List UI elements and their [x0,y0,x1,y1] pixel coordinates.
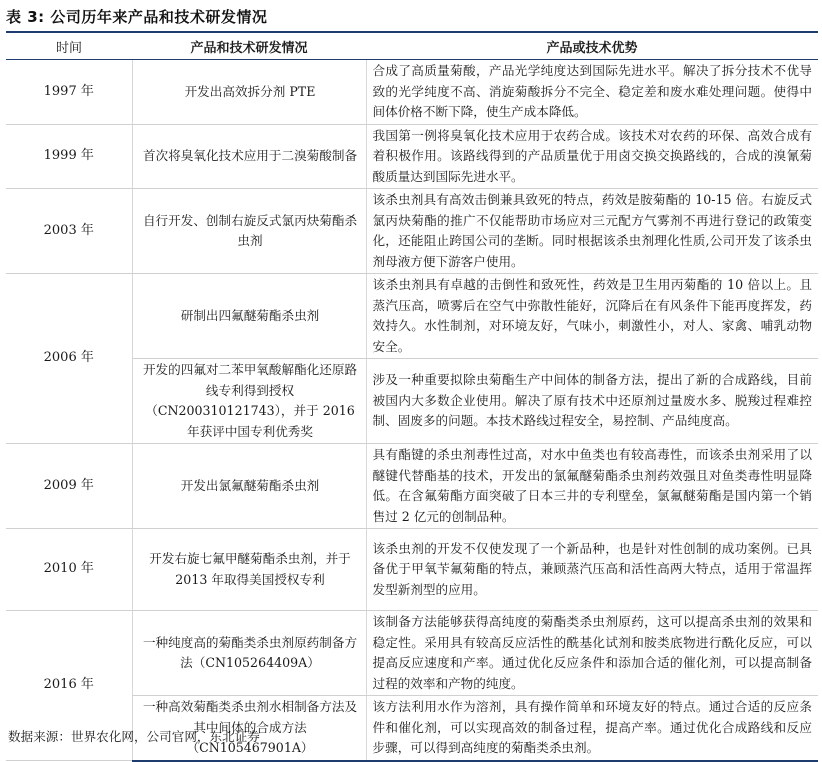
header-year: 时间 [6,33,132,60]
cell-development: 首次将臭氧化技术应用于二溴菊酸制备 [132,124,366,189]
cell-advantage: 具有酯键的杀虫剂毒性过高，对水中鱼类也有较高毒性，而该杀虫剂采用了以醚键代替酯基的技术，开发出的氯氟醚菊酯杀虫剂药效强且对鱼类毒性明显降低。在含氟菊酯方面突破了日本三井的专利壁垒，氯氟醚菊酯是国内第一个销售过 2 亿元的创制品种。 [366,444,818,529]
cell-development: 开发出高效拆分剂 PTE [132,60,366,125]
table-row [6,444,818,529]
cell-year: 2016 年 [6,611,132,761]
table-row [6,124,818,189]
cell-advantage: 合成了高质量菊酸，产品光学纯度达到国际先进水平。解决了拆分技术不优导致的光学纯度不高、消旋菊酸拆分不完全、稳定差和废水难处理问题。使得中间体价格不断下降，使生产成本降低。 [366,60,818,125]
report-page [6,0,818,754]
table-header-row [6,33,818,60]
cell-advantage: 我国第一例将臭氧化技术应用于农药合成。该技术对农药的环保、高效合成有着积极作用。该路线得到的产品质量优于用卤交换交换路线的，合成的溴氰菊酸质量达到国际先进水平。 [366,124,818,189]
table-row [6,274,818,359]
cell-advantage: 该杀虫剂的开发不仅使发现了一个新品种，也是针对性创制的成功案例。已具备优于甲氧苄氟菊酯的特点，兼顾蒸汽压高和活性高两大特点，适用于常温挥发型新剂型的应用。 [366,529,818,611]
rd-history-table [6,33,818,762]
cell-development: 研制出四氟醚菊酯杀虫剂 [132,274,366,359]
cell-year: 2003 年 [6,189,132,274]
header-advantage: 产品或技术优势 [366,33,818,60]
table-row [6,189,818,274]
cell-year: 1999 年 [6,124,132,189]
data-source-note: 数据来源：世界农化网，公司官网，东北证券 [8,729,260,744]
cell-development: 开发右旋七氟甲醚菊酯杀虫剂，并于 2013 年取得美国授权专利 [132,529,366,611]
cell-development: 一种纯度高的菊酯类杀虫剂原药制备方法（CN105264409A） [132,611,366,696]
cell-advantage: 该方法利用水作为溶剂，具有操作简单和环境友好的特点。通过合适的反应条件和催化剂，可以实现高效的制备过程，提高产率。通过优化合成路线和反应步骤，可以得到高纯度的菊酯类杀虫剂。 [366,696,818,761]
cell-development: 开发出氯氟醚菊酯杀虫剂 [132,444,366,529]
cell-advantage: 该杀虫剂具有卓越的击倒性和致死性，药效是卫生用丙菊酯的 10 倍以上。且蒸汽压高，喷雾后在空气中弥散性能好，沉降后在有风条件下能再度挥发，药效持久。水性制剂，对环境友好，气味小，刺激性小，对人、家禽、哺乳动物安全。 [366,274,818,359]
table-row [6,611,818,696]
table-row [6,60,818,125]
cell-development: 开发的四氟对二苯甲氧酸解酯化还原路线专利得到授权（CN200310121743），并于 2016 年获评中国专利优秀奖 [132,359,366,444]
table-row [6,529,818,611]
cell-year: 1997 年 [6,60,132,125]
cell-advantage: 该杀虫剂具有高效击倒兼具致死的特点，药效是胺菊酯的 10-15 倍。右旋反式氯丙炔菊酯的推广不仅能帮助市场应对三元配方气雾剂不再进行登记的政策变化，还能阻止跨国公司的垄断。同时根据该杀虫剂理化性质,公司开发了该杀虫剂母液方便下游客户使用。 [366,189,818,274]
table-title: 表 3: 公司历年来产品和技术研发情况 [6,8,268,26]
cell-development: 自行开发、创制右旋反式氯丙炔菊酯杀虫剂 [132,189,366,274]
cell-year: 2009 年 [6,444,132,529]
cell-advantage: 该制备方法能够获得高纯度的菊酯类杀虫剂原药，这可以提高杀虫剂的效果和稳定性。采用具有较高反应活性的酰基化试剂和胺类底物进行酰化反应，可以提高反应速度和产率。通过优化反应条件和添加合适的催化剂，可以提高制备过程的效率和产物的纯度。 [366,611,818,696]
cell-year: 2006 年 [6,274,132,444]
header-development: 产品和技术研发情况 [132,33,366,60]
cell-year: 2010 年 [6,529,132,611]
cell-development: 一种高效菊酯类杀虫剂水相制备方法及其中间体的合成方法（CN105467901A） [132,696,366,761]
cell-advantage: 涉及一种重要拟除虫菊酯生产中间体的制备方法，提出了新的合成路线，目前被国内大多数企业使用。解决了原有技术中还原剂过量废水多、脱羧过程难控制、固废多的问题。本技术路线过程安全，易控制、产品纯度高。 [366,359,818,444]
